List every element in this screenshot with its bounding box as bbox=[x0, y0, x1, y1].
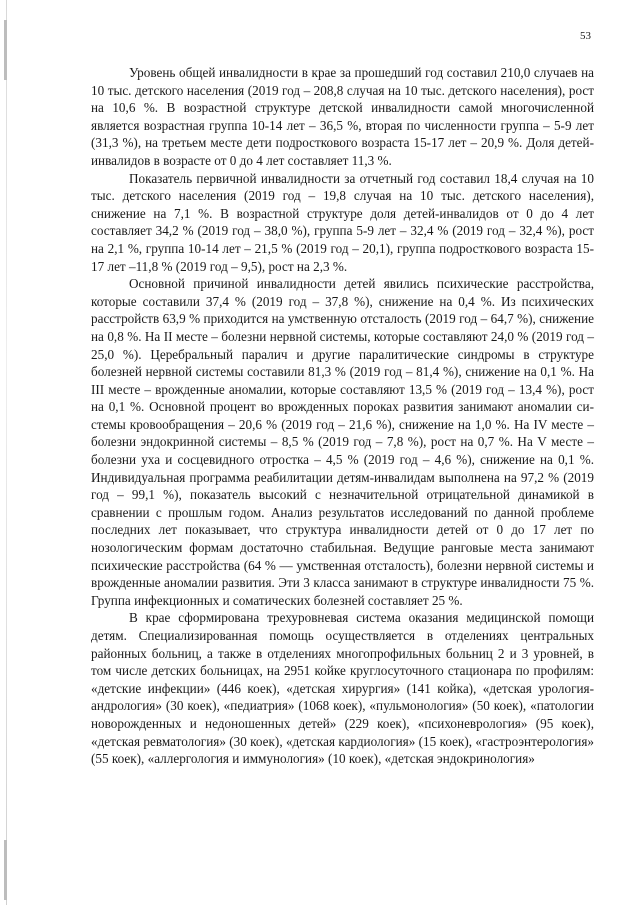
document-body bbox=[91, 64, 594, 768]
scan-margin-mark bbox=[4, 840, 7, 900]
paragraph-care-system: В крае сформирована трехуровневая система оказания медицинской помощи детям. Специализированная помощь осуществляется в отделениях центральных районных больниц, а также в отделениях многопрофильных больниц 2 и 3 уровней, в том числе детских больницах, на 2951 койке круглосуточного стационара по профилям: «детские инфекции» (446 коек), «детская хирургия» (141 койка), «детская урология-андрология» (30 коек), «педиатрия» (1068 коек), «пульмонология» (50 коек), «патологии новорожденных и недоношенных детей» (229 коек), «психоневрология» (95 коек), «детская ревматология» (30 коек), «детская кардиология» (15 коек), «гастроэнтерология» (55 коек), «аллергология и иммунология» (10 коек), «детская эндокринология» bbox=[91, 610, 594, 767]
paragraph-primary-disability: Показатель первичной инвалидности за отчетный год составил 18,4 случая на 10 тыс. детского населения (2019 год – 19,8 случая на 10 тыс. детского населения), снижение на 7,1 %. В возрастной структуре доля детей-инвалидов от 0 до 4 лет составляет 34,2 % (2019 год – 38,0 %), группа 5-9 лет – 32,4 % (2019 год – 32,4 %), рост на 2,1 %, группа 10-14 лет – 21,5 % (2019 год – 20,1), группа подросткового возраста 15-17 лет –11,8 % (2019 год – 9,5), рост на 2,3 %. bbox=[91, 170, 594, 274]
paragraph-disability-causes: Основной причиной инвалидности детей явились психические расстройства, которые составили 37,4 % (2019 год – 37,8 %), снижение на 0,4 %. Из психических расстройств 63,9 % приходится на умственную отсталость (2019 год – 64,7 %), снижение на 0,8 %. На II месте – болезни нервной системы, которые составляют 24,0 % (2019 год – 25,0 %). Церебральный паралич и другие паралитические синдромы в структуре болезней нервной системы составили 81,3 % (2019 год – 81,4 %), снижение на 0,1 %. На III месте – врожденные аномалии, которые составляют 13,5 % (2019 год – 13,4 %), рост на 0,1 %. Основной процент во врожденных пороках развития занимают аномалии системы кровообращения – 20,6 % (2019 год – 21,6 %), снижение на 1,0 %. На IV месте – болезни эндокринной системы – 8,5 % (2019 год – 7,8 %), рост на 0,7 %. На V месте – болезни уха и сосцевидного отростка – 4,5 % (2019 год – 4,6 %), снижение на 0,1 %. Индивидуальная программа реабилитации детям-инвалидам выполнена на 97,2 % (2019 год – 99,1 %), показатель высокий с незначительной отрицательной динамикой в сравнении с прошлым годом. Анализ результатов исследований по данной проблеме последних лет показывает, что структура инвалидности детей от 0 до 17 лет по нозологическим формам достаточно стабильная. Ведущие ранговые места занимают психические расстройства (64 % — умственная отсталость), болезни нервной системы и врожденные аномалии развития. Эти 3 класса занимают в структуре инвалидности 75 %. Группа инфекционных и соматических болезней составляет 25 %. bbox=[91, 276, 594, 608]
scan-margin-mark bbox=[4, 20, 7, 80]
page-number: 53 bbox=[580, 30, 591, 42]
paragraph-general-disability: Уровень общей инвалидности в крае за прошедший год составил 210,0 случаев на 10 тыс. детского населения (2019 год – 208,8 случая на 10 тыс. детского населения), рост на 10,6 %. В возрастной структуре детской инвалидности самой многочисленной является возрастная группа 10-14 лет – 36,5 %, вторая по численности группа – 5-9 лет (31,3 %), на третьем месте дети подросткового возраста 15-17 лет – 20,9 %. Доля детей-инвалидов в возрасте от 0 до 4 лет составляет 11,3 %. bbox=[91, 65, 594, 168]
scan-margin-line bbox=[6, 0, 7, 905]
